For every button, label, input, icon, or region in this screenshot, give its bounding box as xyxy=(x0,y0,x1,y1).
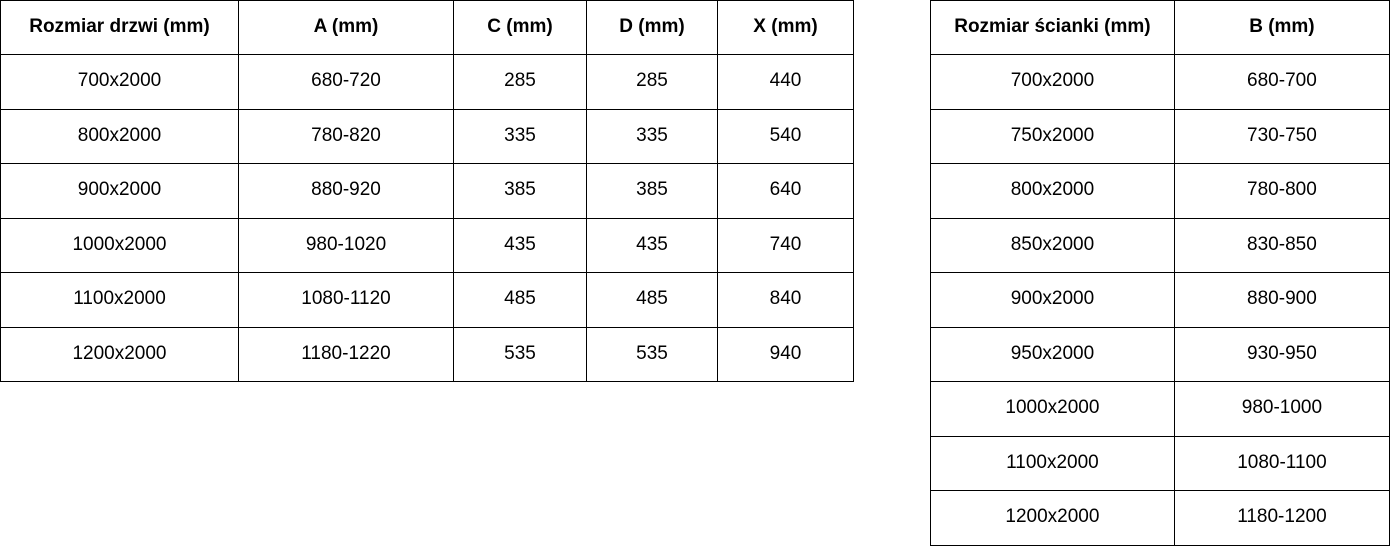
cell-x: 540 xyxy=(718,109,854,164)
cell-x: 640 xyxy=(718,164,854,219)
cell-c: 435 xyxy=(454,218,587,273)
table-row xyxy=(931,109,1390,164)
cell-c: 335 xyxy=(454,109,587,164)
cell-wall-size: 1200x2000 xyxy=(931,491,1175,546)
cell-wall-size: 850x2000 xyxy=(931,218,1175,273)
cell-wall-size: 750x2000 xyxy=(931,109,1175,164)
table-row xyxy=(1,218,854,273)
cell-d: 285 xyxy=(587,55,718,110)
cell-wall-size: 950x2000 xyxy=(931,327,1175,382)
table-row xyxy=(931,382,1390,437)
cell-door-size: 900x2000 xyxy=(1,164,239,219)
column-header-door-size: Rozmiar drzwi (mm) xyxy=(1,1,239,55)
table-row xyxy=(1,327,854,382)
cell-d: 385 xyxy=(587,164,718,219)
table-row xyxy=(1,164,854,219)
cell-door-size: 800x2000 xyxy=(1,109,239,164)
table-row xyxy=(931,273,1390,328)
cell-d: 535 xyxy=(587,327,718,382)
cell-d: 335 xyxy=(587,109,718,164)
cell-c: 485 xyxy=(454,273,587,328)
table-row xyxy=(931,218,1390,273)
table-row xyxy=(931,164,1390,219)
table-row xyxy=(931,55,1390,110)
cell-x: 740 xyxy=(718,218,854,273)
cell-a: 980-1020 xyxy=(239,218,454,273)
cell-wall-size: 1000x2000 xyxy=(931,382,1175,437)
cell-door-size: 1000x2000 xyxy=(1,218,239,273)
cell-b: 1080-1100 xyxy=(1174,436,1389,491)
table-row xyxy=(1,109,854,164)
cell-a: 680-720 xyxy=(239,55,454,110)
cell-b: 780-800 xyxy=(1174,164,1389,219)
column-header-c: C (mm) xyxy=(454,1,587,55)
cell-a: 880-920 xyxy=(239,164,454,219)
column-header-b: B (mm) xyxy=(1174,1,1389,55)
table-row xyxy=(1,273,854,328)
cell-wall-size: 800x2000 xyxy=(931,164,1175,219)
cell-x: 940 xyxy=(718,327,854,382)
cell-b: 930-950 xyxy=(1174,327,1389,382)
door-size-table xyxy=(0,0,854,382)
cell-c: 535 xyxy=(454,327,587,382)
cell-door-size: 700x2000 xyxy=(1,55,239,110)
cell-door-size: 1100x2000 xyxy=(1,273,239,328)
cell-d: 435 xyxy=(587,218,718,273)
cell-wall-size: 900x2000 xyxy=(931,273,1175,328)
cell-x: 440 xyxy=(718,55,854,110)
table-row xyxy=(931,327,1390,382)
cell-a: 780-820 xyxy=(239,109,454,164)
cell-b: 880-900 xyxy=(1174,273,1389,328)
column-header-x: X (mm) xyxy=(718,1,854,55)
table-row xyxy=(1,55,854,110)
table-header-row xyxy=(931,1,1390,55)
cell-x: 840 xyxy=(718,273,854,328)
cell-door-size: 1200x2000 xyxy=(1,327,239,382)
cell-c: 385 xyxy=(454,164,587,219)
column-header-a: A (mm) xyxy=(239,1,454,55)
column-header-d: D (mm) xyxy=(587,1,718,55)
cell-wall-size: 700x2000 xyxy=(931,55,1175,110)
table-header-row xyxy=(1,1,854,55)
wall-size-table xyxy=(930,0,1390,546)
table-row xyxy=(931,436,1390,491)
cell-a: 1180-1220 xyxy=(239,327,454,382)
cell-wall-size: 1100x2000 xyxy=(931,436,1175,491)
table-row xyxy=(931,491,1390,546)
cell-b: 730-750 xyxy=(1174,109,1389,164)
cell-b: 980-1000 xyxy=(1174,382,1389,437)
cell-a: 1080-1120 xyxy=(239,273,454,328)
cell-b: 680-700 xyxy=(1174,55,1389,110)
column-header-wall-size: Rozmiar ścianki (mm) xyxy=(931,1,1175,55)
cell-b: 830-850 xyxy=(1174,218,1389,273)
cell-d: 485 xyxy=(587,273,718,328)
cell-c: 285 xyxy=(454,55,587,110)
cell-b: 1180-1200 xyxy=(1174,491,1389,546)
